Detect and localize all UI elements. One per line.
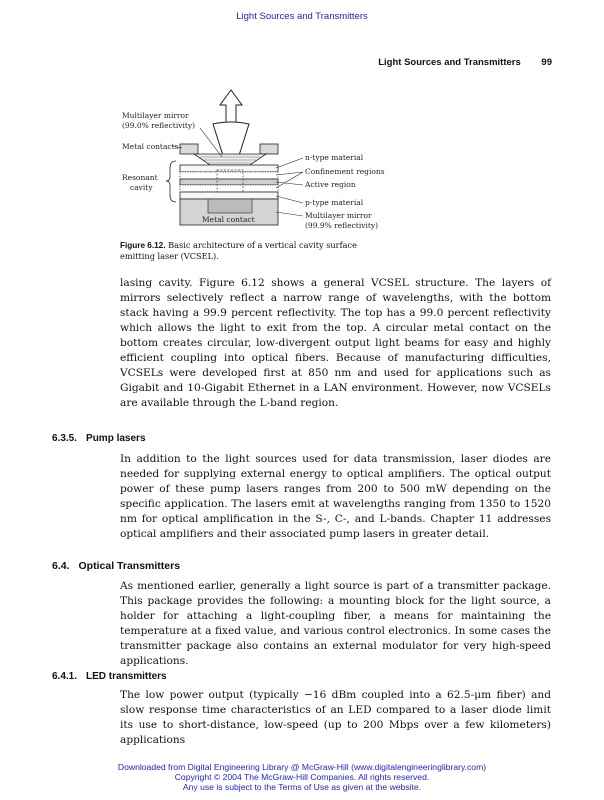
confinement-label: Confinement regions <box>305 167 385 176</box>
footer-download-link[interactable]: Downloaded from Digital Engineering Library @ McGraw-Hill (www.digitalengineeringlibrary.com) <box>117 762 487 772</box>
running-head <box>378 57 552 68</box>
paragraph-led-transmitters: The low power output (typically −16 dBm coupled into a 62.5-μm fiber) and slow response time characteristics of an LED compared to a laser diode limit its use to short-distance, low-speed (up to 200 Mbps over a few kilometers) applications <box>120 689 551 747</box>
caption-text: Basic architecture of a vertical cavity surface emitting laser (VCSEL). <box>120 240 357 261</box>
bottom-contact-window <box>208 199 252 213</box>
cavity-label: cavity <box>130 183 153 192</box>
cavity-brace <box>166 161 176 202</box>
footer <box>0 762 604 792</box>
figure-caption <box>120 240 382 261</box>
top-mirror <box>194 154 266 165</box>
confinement-top <box>180 172 278 179</box>
page-number: 99 <box>541 57 552 68</box>
footer-terms: Any use is subject to the Terms of Use as given at the website. <box>182 782 422 792</box>
metal-contact-label: Metal contact <box>202 215 255 224</box>
section-number: 6.4. <box>52 560 70 572</box>
footer-copyright: Copyright © 2004 The McGraw-Hill Companies. All rights reserved. <box>174 772 430 782</box>
top-banner[interactable]: Light Sources and Transmitters <box>236 11 368 22</box>
running-head-title: Light Sources and Transmitters <box>378 57 521 68</box>
section-title: Optical Transmitters <box>78 560 181 572</box>
paragraph-vcsel: lasing cavity. Figure 6.12 shows a general VCSEL structure. The layers of mirrors selectively reflect a narrow range of wavelengths, with the bottom stack having a 99.9 percent reflectivity. The top has a 99.0 percent reflectivity which allows the light to exit from the top. A circular metal contact on the bottom creates circular, low-divergent output light beams for easy and highly efficient coupling into optical fibers. Because of manufacturing difficulties, VCSELs were developed first at 850 nm and used for applications such as Gigabit and 10-Gigabit Ethernet in a LAN environment. However, now VCSELs are available through the L-band region. <box>120 277 551 410</box>
section-number: 6.4.1. <box>52 671 78 682</box>
p-type-layer <box>180 192 278 199</box>
paragraph-pump-lasers: In addition to the light sources used for data transmission, laser diodes are needed for supplying external energy to optical amplifiers. The optical output power of these pump lasers ranges from 200 to 500 mW depending on the specific application. The lasers emit at wavelengths ranging from 1350 to 1520 nm for optical amplification in the S-, C-, and L-bands. Chapter 11 addresses optical amplifiers and their associated pump lasers in greater detail. <box>120 453 551 541</box>
section-title: Pump lasers <box>86 433 146 444</box>
caption-label: Figure 6.12. <box>120 241 166 250</box>
active-region-label: Active region <box>305 180 356 189</box>
mirror-top-label: Multilayer mirror <box>122 111 189 120</box>
section-number: 6.3.5. <box>52 433 78 444</box>
n-type-layer <box>180 165 278 172</box>
metal-contact-left <box>180 144 198 154</box>
vcsel-figure <box>100 85 400 260</box>
section-heading-pump-lasers <box>52 433 146 444</box>
active-region <box>180 179 278 185</box>
light-output-arrow <box>220 90 242 123</box>
paragraph-optical-transmitters: As mentioned earlier, generally a light source is part of a transmitter package. This package provides the following: a mounting block for the light source, a holder for attaching a light-coupling fiber, a means for maintaining the temperature at a fixed value, and various control electronics. In some cases the transmitter package also contains an external modulator for very high-speed applications. <box>120 580 551 668</box>
n-type-label: n-type material <box>305 153 364 162</box>
resonant-label: Resonant <box>122 173 158 182</box>
mirror-bottom-label: Multilayer mirror <box>305 211 372 220</box>
section-heading-optical-transmitters <box>52 560 180 572</box>
section-heading-led-transmitters <box>52 671 167 682</box>
p-type-label: p-type material <box>305 198 364 207</box>
metal-contact-right <box>260 144 278 154</box>
section-title: LED transmitters <box>86 671 167 682</box>
metal-contacts-label: Metal contacts <box>122 142 179 151</box>
mirror-top-reflectivity: (99.0% reflectivity) <box>122 121 196 130</box>
confinement-bottom <box>180 185 278 192</box>
mirror-bottom-reflectivity: (99.9% reflectivity) <box>305 221 379 230</box>
